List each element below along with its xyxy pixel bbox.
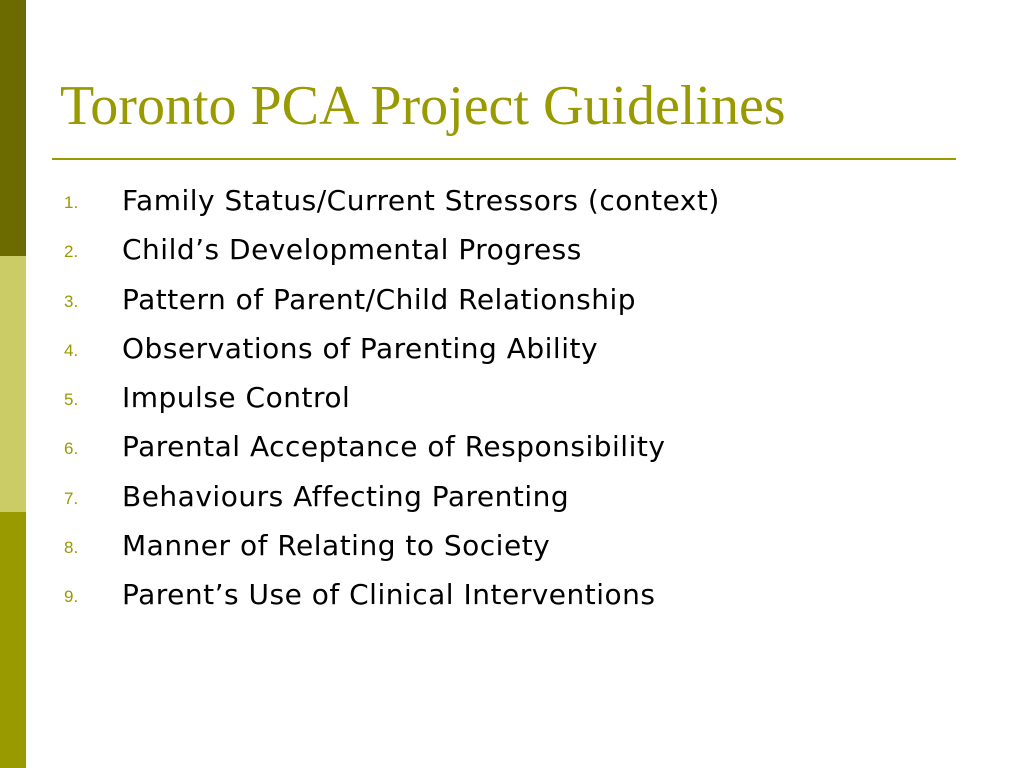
list-item-number: 2. bbox=[64, 242, 79, 262]
list-item-number: 4. bbox=[64, 340, 79, 360]
slide-title: Toronto PCA Project Guidelines bbox=[60, 75, 786, 137]
list-item-number: 6. bbox=[64, 439, 79, 459]
sidebar-bottom-stripe bbox=[0, 512, 26, 768]
list-item-text: Impulse Control bbox=[122, 381, 351, 415]
list-item-number: 5. bbox=[64, 390, 79, 410]
list-item-number: 9. bbox=[64, 587, 79, 607]
sidebar-middle-stripe bbox=[0, 256, 26, 512]
list-item-text: Parent’s Use of Clinical Interventions bbox=[122, 578, 656, 612]
list-item-text: Behaviours Affecting Parenting bbox=[122, 479, 570, 513]
list-item-text: Child’s Developmental Progress bbox=[122, 233, 582, 267]
title-underline bbox=[52, 158, 956, 160]
sidebar-top-stripe bbox=[0, 0, 26, 256]
list-item-number: 7. bbox=[64, 488, 79, 508]
list-item-number: 8. bbox=[64, 538, 79, 558]
list-item-text: Parental Acceptance of Responsibility bbox=[122, 430, 666, 464]
list-item-text: Manner of Relating to Society bbox=[122, 529, 551, 563]
list-item-text: Family Status/Current Stressors (context) bbox=[122, 184, 720, 217]
list-item-text: Observations of Parenting Ability bbox=[122, 331, 599, 365]
list-item-text: Pattern of Parent/Child Relationship bbox=[122, 282, 637, 316]
list-item-number: 3. bbox=[64, 291, 79, 311]
list-item-number: 1. bbox=[64, 193, 79, 212]
